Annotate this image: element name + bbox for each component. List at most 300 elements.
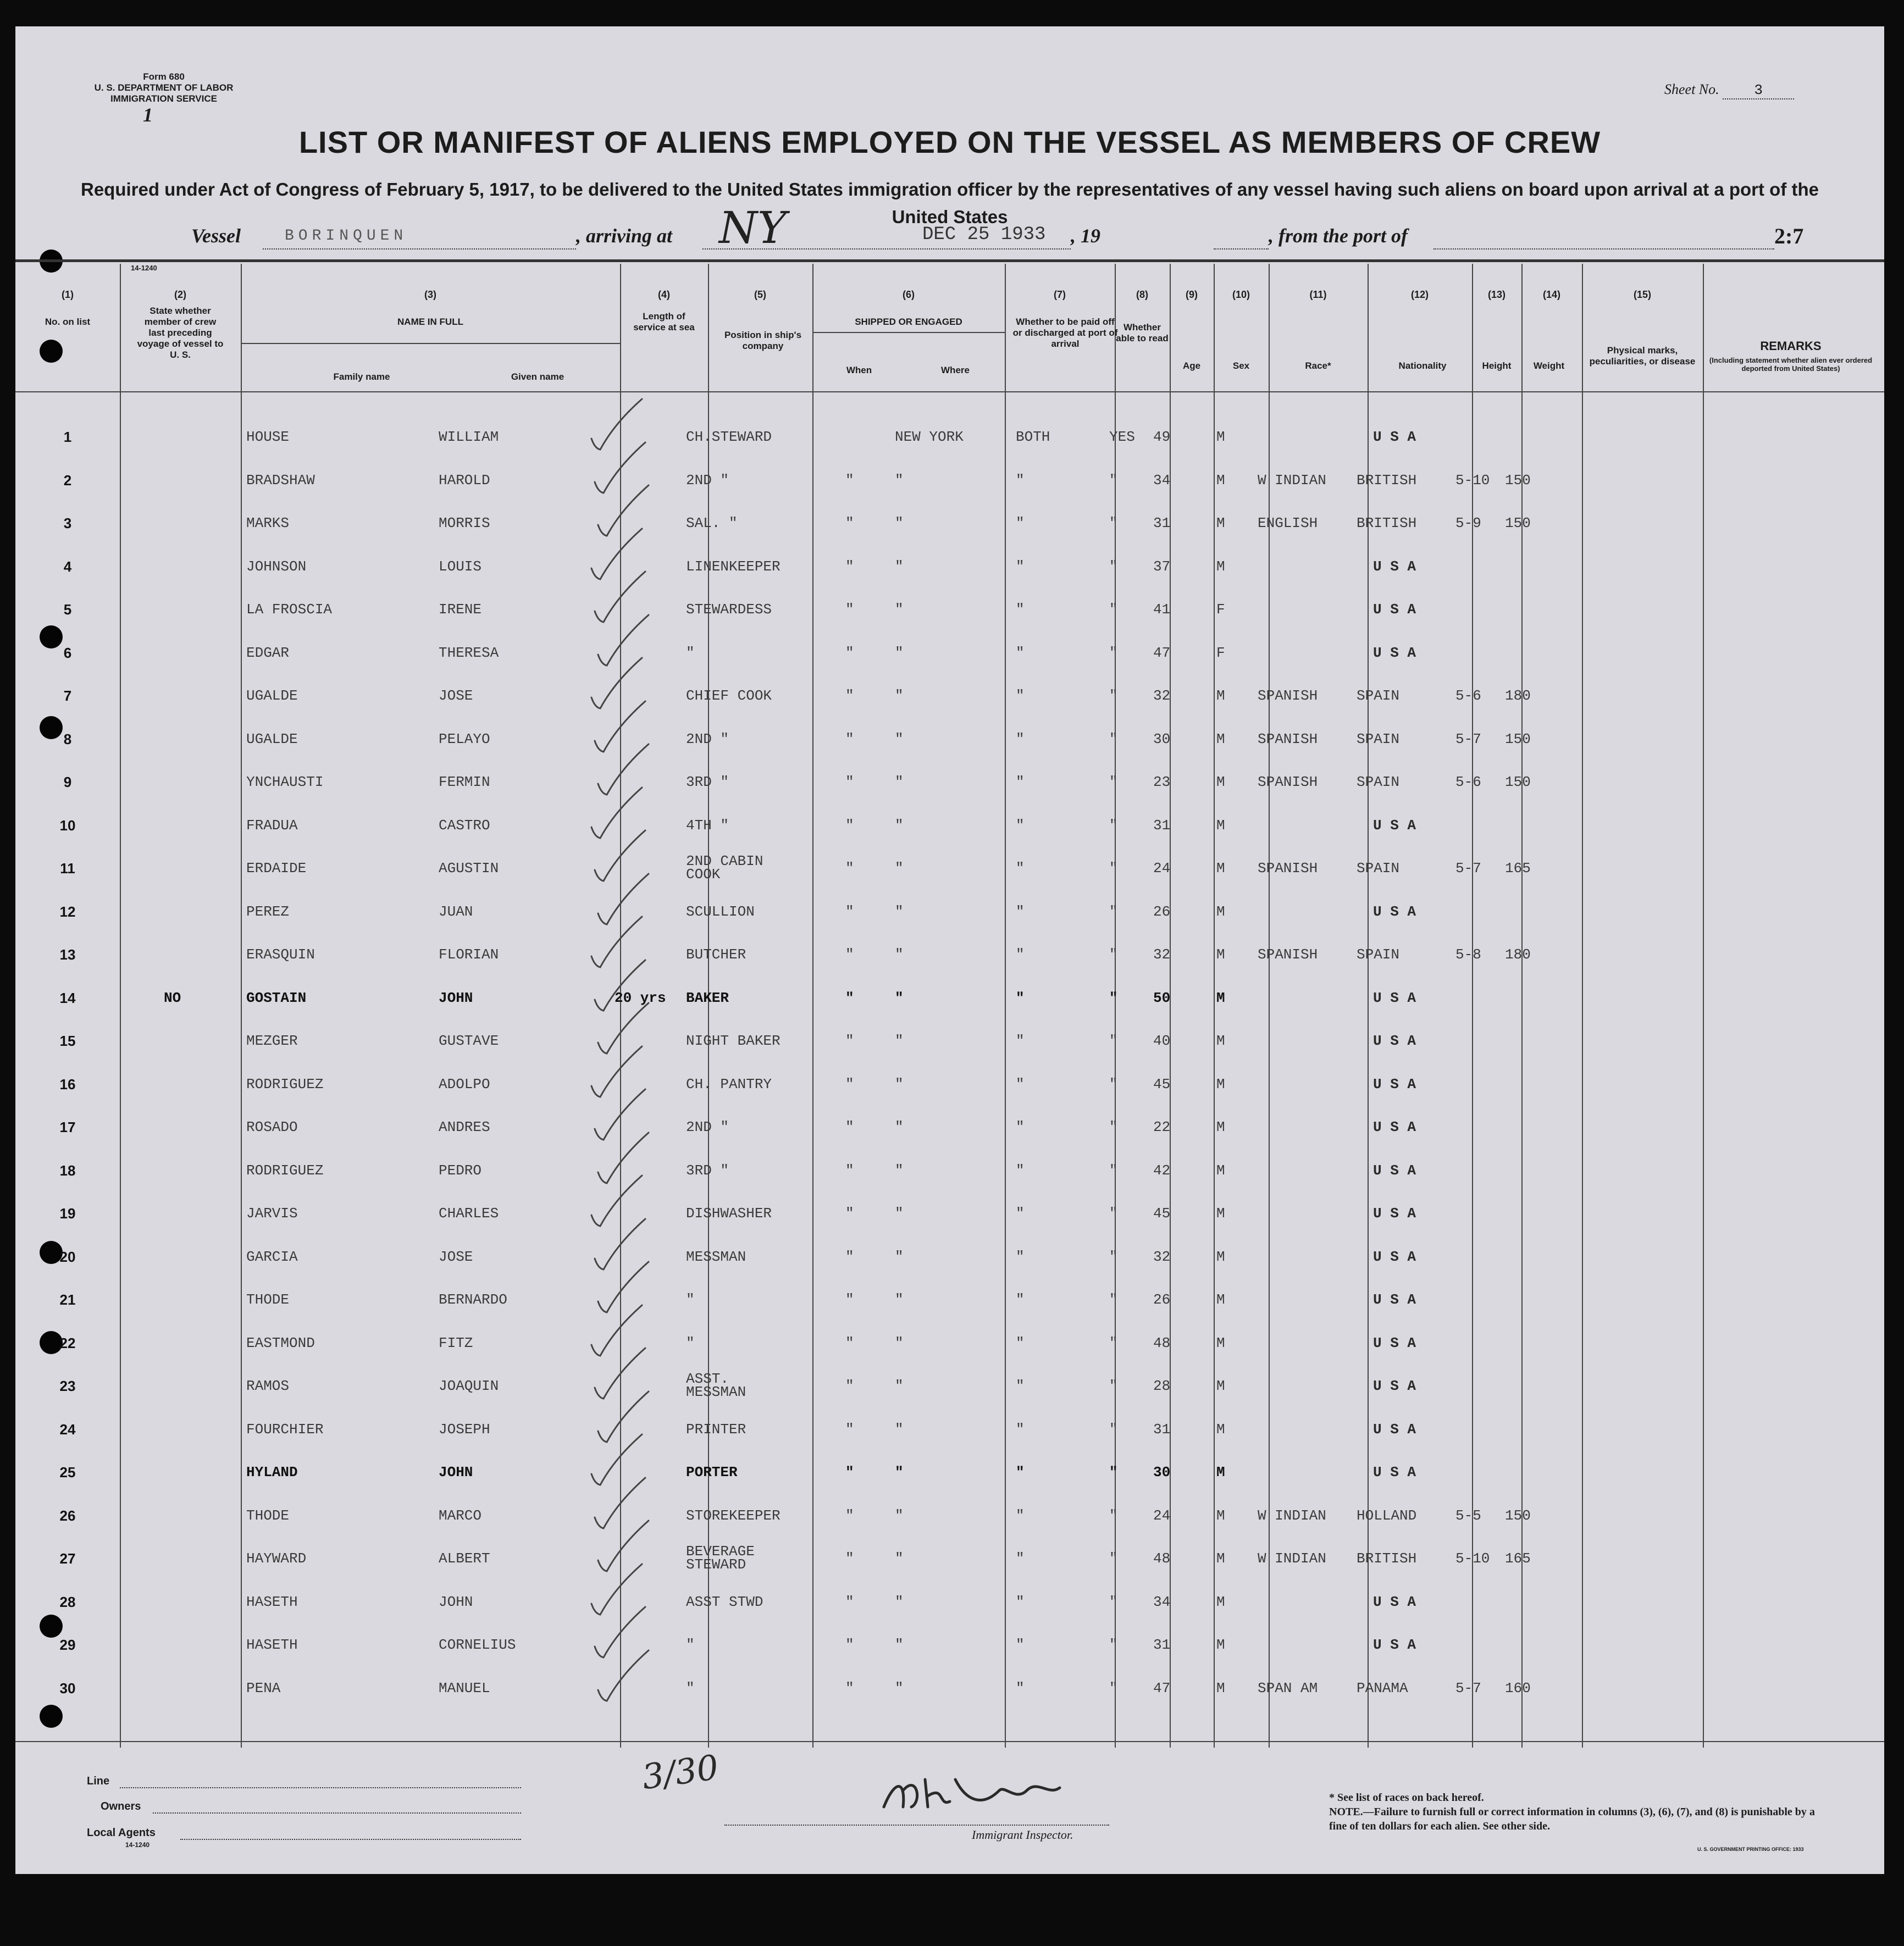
height: 5-9 <box>1455 515 1481 531</box>
row-number: 17 <box>59 1119 76 1135</box>
position: LINENKEEPER <box>686 558 781 575</box>
date-stamp: DEC 25 1933 <box>922 224 1046 245</box>
shipped-when: " <box>845 1033 854 1049</box>
year-label: , 19 <box>1071 225 1100 247</box>
shipped-where: " <box>895 1205 904 1222</box>
shipped-where: " <box>895 1421 904 1438</box>
table-row <box>15 688 1884 731</box>
weight: 165 <box>1505 860 1531 877</box>
family-name: MARKS <box>246 515 290 531</box>
column-number: (2) <box>174 289 186 300</box>
family-name: THODE <box>246 1291 290 1308</box>
paid-off: " <box>1016 1550 1025 1567</box>
shipped-where: " <box>895 1248 904 1265</box>
nationality: PANAMA <box>1357 1679 1408 1696</box>
arriving-port-handwritten: NY <box>719 202 787 253</box>
given-name: PEDRO <box>439 1162 482 1179</box>
shipped-when: " <box>845 1334 854 1351</box>
family-name: EDGAR <box>246 644 290 661</box>
able-to-read: " <box>1109 1421 1118 1438</box>
shipped-when: " <box>845 644 854 661</box>
shipped-where: " <box>895 1033 904 1049</box>
row-number: 24 <box>59 1421 76 1438</box>
table-row <box>15 645 1884 688</box>
paid-off: " <box>1016 644 1025 661</box>
age: 31 <box>1153 1637 1171 1653</box>
position: CH. PANTRY <box>686 1075 772 1093</box>
given-name: GUSTAVE <box>439 1033 499 1049</box>
age: 49 <box>1153 429 1171 445</box>
column-number: (13) <box>1487 289 1506 300</box>
row-number: 30 <box>59 1679 76 1696</box>
age: 22 <box>1153 1119 1171 1135</box>
shipped-when: " <box>845 688 854 704</box>
sex: F <box>1216 601 1225 618</box>
position: 2ND CABIN COOK <box>686 853 763 883</box>
paid-off: " <box>1016 817 1025 834</box>
sex: M <box>1216 515 1225 531</box>
position: " <box>686 1679 695 1696</box>
nationality: HOLLAND <box>1357 1507 1417 1524</box>
table-row <box>15 1119 1884 1162</box>
paid-off: " <box>1016 1334 1025 1351</box>
age: 32 <box>1153 1248 1171 1265</box>
count-mark-handwritten: 3/30 <box>639 1747 721 1798</box>
shipped-when: " <box>845 472 854 489</box>
age: 24 <box>1153 1507 1171 1524</box>
family-name: MEZGER <box>246 1033 298 1049</box>
nationality: BRITISH <box>1357 472 1417 489</box>
shipped-when: " <box>845 903 854 920</box>
sex: F <box>1216 644 1225 661</box>
shipped-when: " <box>845 1593 854 1610</box>
race: SPAN AM <box>1258 1679 1318 1696</box>
position: CHIEF COOK <box>686 688 772 704</box>
sex: M <box>1216 817 1225 834</box>
nationality: SPAIN <box>1357 774 1400 790</box>
shipped-when: " <box>845 1075 854 1093</box>
sex: M <box>1216 1378 1225 1394</box>
height: 5-8 <box>1455 946 1481 963</box>
age: 31 <box>1153 817 1171 834</box>
row-number: 11 <box>60 860 75 877</box>
header-prev-voyage: State whether member of crew last preceding voyage of vessel to U. S. <box>137 306 224 360</box>
form-number: Form 680 <box>143 71 185 82</box>
family-name: GARCIA <box>246 1248 298 1265</box>
age: 50 <box>1153 989 1171 1006</box>
penalty-note: NOTE.—Failure to furnish full or correct information in columns (3), (6), (7), and (8) is punishable by a fine of ten dollars for each alien. See other side. <box>1329 1806 1815 1832</box>
position: BAKER <box>686 989 729 1006</box>
given-name: CASTRO <box>439 817 490 834</box>
shipped-where: " <box>895 1679 904 1696</box>
shipped-when: " <box>845 1421 854 1438</box>
shipped-where: " <box>895 1291 904 1308</box>
table-row <box>15 472 1884 515</box>
inspector-signature <box>873 1768 1093 1818</box>
able-to-read: " <box>1109 860 1118 877</box>
height: 5-7 <box>1455 1679 1481 1696</box>
able-to-read: " <box>1109 946 1118 963</box>
paid-off: " <box>1016 1248 1025 1265</box>
table-row <box>15 1371 1884 1421</box>
paid-off: " <box>1016 903 1025 920</box>
shipped-where: " <box>895 860 904 877</box>
able-to-read: " <box>1109 1507 1118 1524</box>
shipped-when: " <box>845 1291 854 1308</box>
sex: M <box>1216 1679 1225 1696</box>
table-row <box>15 774 1884 817</box>
position: " <box>686 1291 695 1308</box>
shipped-where: " <box>895 989 904 1006</box>
table-row <box>15 1421 1884 1465</box>
position: NIGHT BAKER <box>686 1033 781 1049</box>
given-name: ADOLPO <box>439 1075 490 1093</box>
sex: M <box>1216 429 1225 445</box>
shipped-when: " <box>845 1378 854 1394</box>
shipped-when: " <box>845 1637 854 1653</box>
height: 5-10 <box>1455 472 1490 489</box>
row-number: 19 <box>59 1205 76 1222</box>
table-row <box>15 1637 1884 1680</box>
weight: 150 <box>1505 730 1531 747</box>
family-name: HAYWARD <box>246 1550 307 1567</box>
able-to-read: " <box>1109 472 1118 489</box>
age: 48 <box>1153 1334 1171 1351</box>
row-number: 25 <box>59 1464 76 1481</box>
sex: M <box>1216 1162 1225 1179</box>
paid-off: " <box>1016 1162 1025 1179</box>
header-height: Height <box>1482 361 1512 371</box>
row-number: 5 <box>63 601 72 618</box>
race: W INDIAN <box>1258 1507 1326 1524</box>
able-to-read: " <box>1109 644 1118 661</box>
shipped-when: " <box>845 1507 854 1524</box>
given-name: JOHN <box>439 1464 473 1481</box>
position: ASST. MESSMAN <box>686 1371 746 1400</box>
given-name: LOUIS <box>439 558 482 575</box>
weight: 150 <box>1505 1507 1531 1524</box>
nationality: U S A <box>1373 1637 1416 1653</box>
height: 5-6 <box>1455 688 1481 704</box>
form-department: U. S. DEPARTMENT OF LABOR <box>94 82 234 93</box>
nationality: U S A <box>1373 601 1416 618</box>
shipped-when: " <box>845 558 854 575</box>
shipped-where: " <box>895 730 904 747</box>
given-name: AGUSTIN <box>439 860 499 877</box>
shipped-when: " <box>845 601 854 618</box>
family-name: PENA <box>246 1679 281 1696</box>
nationality: BRITISH <box>1357 1550 1417 1567</box>
column-number: (9) <box>1186 289 1198 300</box>
family-name: FRADUA <box>246 817 298 834</box>
column-number: (15) <box>1633 289 1651 300</box>
shipped-where: " <box>895 688 904 704</box>
shipped-when: " <box>845 730 854 747</box>
height: 5-7 <box>1455 860 1481 877</box>
nationality: SPAIN <box>1357 946 1400 963</box>
sheet-label: Sheet No. <box>1664 81 1719 97</box>
able-to-read: " <box>1109 1248 1118 1265</box>
able-to-read: " <box>1109 1119 1118 1135</box>
position: " <box>686 1637 695 1653</box>
page-subtitle: Required under Act of Congress of February 5, 1917, to be delivered to the United States immigration officer by the representatives of any vessel having such aliens on board upon arrival at a port of the United States <box>80 179 1819 227</box>
able-to-read: " <box>1109 1378 1118 1394</box>
shipped-when: " <box>845 1162 854 1179</box>
age: 47 <box>1153 1679 1171 1696</box>
inspector-label: Immigrant Inspector. <box>972 1828 1073 1842</box>
table-row <box>15 731 1884 774</box>
weight: 165 <box>1505 1550 1531 1567</box>
family-name: RODRIGUEZ <box>246 1075 324 1093</box>
row-number: 4 <box>63 558 72 575</box>
table-row <box>15 1076 1884 1119</box>
position: MESSMAN <box>686 1248 746 1265</box>
table-row <box>15 1033 1884 1076</box>
given-name: IRENE <box>439 601 482 618</box>
row-number: 12 <box>59 903 76 920</box>
page-title: LIST OR MANIFEST OF ALIENS EMPLOYED ON THE VESSEL AS MEMBERS OF CREW <box>298 125 1601 159</box>
nationality: U S A <box>1373 1593 1416 1610</box>
family-name: THODE <box>246 1507 290 1524</box>
family-name: JARVIS <box>246 1205 298 1222</box>
weight: 150 <box>1505 774 1531 790</box>
position: STEWARDESS <box>686 601 772 618</box>
paid-off: " <box>1016 1421 1025 1438</box>
age: 40 <box>1153 1033 1171 1049</box>
shipped-where: " <box>895 1637 904 1653</box>
nationality: U S A <box>1373 1291 1416 1308</box>
nationality: U S A <box>1373 644 1416 661</box>
vessel-line <box>191 202 1829 253</box>
table-row <box>15 1335 1884 1378</box>
header-given-name: Given name <box>511 372 564 382</box>
race: W INDIAN <box>1258 1550 1326 1567</box>
given-name: JOHN <box>439 989 473 1006</box>
sheet-number <box>1664 81 1794 99</box>
sex: M <box>1216 730 1225 747</box>
nationality: U S A <box>1373 1075 1416 1093</box>
able-to-read: " <box>1109 1334 1118 1351</box>
header-remarks: REMARKS <box>1760 339 1822 353</box>
able-to-read: " <box>1109 989 1118 1006</box>
paid-off: " <box>1016 1119 1025 1135</box>
column-number: (6) <box>903 289 915 300</box>
sex: M <box>1216 1205 1225 1222</box>
age: 34 <box>1153 1593 1171 1610</box>
position: BEVERAGE STEWARD <box>686 1543 755 1573</box>
table-row <box>15 853 1884 903</box>
given-name: HAROLD <box>439 472 490 489</box>
family-name: HYLAND <box>246 1464 298 1481</box>
form-code: 14-1240 <box>131 264 157 272</box>
age: 41 <box>1153 601 1171 618</box>
sex: M <box>1216 946 1225 963</box>
able-to-read: " <box>1109 1291 1118 1308</box>
shipped-when: " <box>845 1464 854 1481</box>
row-number: 16 <box>59 1075 76 1093</box>
nationality: SPAIN <box>1357 730 1400 747</box>
paid-off: " <box>1016 1507 1025 1524</box>
nationality: BRITISH <box>1357 515 1417 531</box>
given-name: ANDRES <box>439 1119 490 1135</box>
shipped-where: " <box>895 558 904 575</box>
age: 23 <box>1153 774 1171 790</box>
shipped-where: " <box>895 1162 904 1179</box>
row-number: 22 <box>59 1334 76 1351</box>
table-row <box>15 1680 1884 1723</box>
shipped-when: " <box>845 1679 854 1696</box>
position: PORTER <box>686 1464 738 1481</box>
header-position: Position in ship's company <box>724 330 802 351</box>
shipped-where: " <box>895 1464 904 1481</box>
sex: M <box>1216 1593 1225 1610</box>
form-identifier <box>76 71 252 104</box>
row-number: 26 <box>59 1507 76 1524</box>
header-family-name: Family name <box>333 372 390 382</box>
row-number: 28 <box>59 1593 76 1610</box>
given-name: MARCO <box>439 1507 482 1524</box>
nationality: U S A <box>1373 1119 1416 1135</box>
sex: M <box>1216 989 1225 1006</box>
given-name: JOSE <box>439 688 473 704</box>
row-number: 23 <box>59 1378 76 1394</box>
able-to-read: " <box>1109 1205 1118 1222</box>
weight: 160 <box>1505 1679 1531 1696</box>
given-name: JOAQUIN <box>439 1378 499 1394</box>
able-to-read: " <box>1109 817 1118 834</box>
sex: M <box>1216 1291 1225 1308</box>
position: PRINTER <box>686 1421 746 1438</box>
sex: M <box>1216 774 1225 790</box>
table-row <box>15 1543 1884 1594</box>
family-name: ERDAIDE <box>246 860 307 877</box>
footer-notes <box>1329 1790 1824 1833</box>
age: 48 <box>1153 1550 1171 1567</box>
nationality: U S A <box>1373 903 1416 920</box>
weight: 150 <box>1505 515 1531 531</box>
nationality: U S A <box>1373 1378 1416 1394</box>
shipped-when: " <box>845 1550 854 1567</box>
sex: M <box>1216 1421 1225 1438</box>
sex: M <box>1216 1637 1225 1653</box>
footer-form-code: 14-1240 <box>125 1841 150 1849</box>
sex: M <box>1216 1075 1225 1093</box>
column-number: (4) <box>658 289 670 300</box>
given-name: CORNELIUS <box>439 1637 516 1653</box>
table-row <box>15 1249 1884 1292</box>
family-name: BRADSHAW <box>246 472 315 489</box>
able-to-read: " <box>1109 515 1118 531</box>
age: 37 <box>1153 558 1171 575</box>
vessel-label: Vessel <box>191 225 241 247</box>
position: " <box>686 644 695 661</box>
header-name: NAME IN FULL <box>397 317 463 327</box>
header-no: No. on list <box>45 317 91 327</box>
row-number: 20 <box>59 1248 76 1265</box>
given-name: CHARLES <box>439 1205 499 1222</box>
sex: M <box>1216 1119 1225 1135</box>
paid-off: " <box>1016 946 1025 963</box>
shipped-where: " <box>895 774 904 790</box>
age: 31 <box>1153 1421 1171 1438</box>
able-to-read: " <box>1109 688 1118 704</box>
header-when: When <box>846 365 872 375</box>
paid-off: " <box>1016 1205 1025 1222</box>
weight: 180 <box>1505 688 1531 704</box>
given-name: JOSE <box>439 1248 473 1265</box>
nationality: U S A <box>1373 429 1416 445</box>
header-race: Race* <box>1305 361 1331 371</box>
sex: M <box>1216 1550 1225 1567</box>
sex: M <box>1216 1507 1225 1524</box>
header-read: Whether able to read <box>1116 322 1169 343</box>
row-number: 7 <box>63 688 72 704</box>
position: " <box>686 1334 695 1351</box>
header-sex: Sex <box>1232 361 1250 371</box>
weight: 180 <box>1505 946 1531 963</box>
table-row <box>15 990 1884 1033</box>
age: 32 <box>1153 688 1171 704</box>
family-name: UGALDE <box>246 730 298 747</box>
paid-off: " <box>1016 515 1025 531</box>
prev-voyage: NO <box>164 989 181 1006</box>
given-name: FERMIN <box>439 774 490 790</box>
position: 3RD " <box>686 774 729 790</box>
row-number: 3 <box>63 515 72 531</box>
shipped-where: " <box>895 1550 904 1567</box>
family-name: PEREZ <box>246 903 290 920</box>
row-number: 13 <box>59 946 76 963</box>
footer-agents-label: Local Agents <box>87 1827 156 1839</box>
paid-off: " <box>1016 1637 1025 1653</box>
position: STOREKEEPER <box>686 1507 781 1524</box>
nationality: U S A <box>1373 989 1416 1006</box>
given-name: FITZ <box>439 1334 473 1351</box>
sex: M <box>1216 860 1225 877</box>
shipped-where: " <box>895 515 904 531</box>
given-name: PELAYO <box>439 730 490 747</box>
family-name: LA FROSCIA <box>246 601 333 618</box>
shipped-where: " <box>895 1378 904 1394</box>
position: 2ND " <box>686 472 729 489</box>
table-row <box>15 946 1884 990</box>
row-number: 21 <box>59 1291 76 1308</box>
table-row <box>15 817 1884 861</box>
paid-off: " <box>1016 1033 1025 1049</box>
table-row <box>15 601 1884 645</box>
given-name: MANUEL <box>439 1679 490 1696</box>
able-to-read: " <box>1109 1075 1118 1093</box>
age: 31 <box>1153 515 1171 531</box>
shipped-when: " <box>845 1248 854 1265</box>
row-number: 15 <box>59 1033 76 1049</box>
sex: M <box>1216 1033 1225 1049</box>
family-name: RAMOS <box>246 1378 290 1394</box>
able-to-read: " <box>1109 903 1118 920</box>
height: 5-10 <box>1455 1550 1490 1567</box>
shipped-where: " <box>895 1119 904 1135</box>
age: 30 <box>1153 1464 1171 1481</box>
given-name: WILLIAM <box>439 429 499 445</box>
race: SPANISH <box>1258 946 1318 963</box>
table-row <box>15 1594 1884 1637</box>
able-to-read: " <box>1109 774 1118 790</box>
age: 30 <box>1153 730 1171 747</box>
corner-mark: 1 <box>143 104 153 126</box>
paid-off: " <box>1016 1464 1025 1481</box>
shipped-when: " <box>845 774 854 790</box>
paid-off: " <box>1016 989 1025 1006</box>
